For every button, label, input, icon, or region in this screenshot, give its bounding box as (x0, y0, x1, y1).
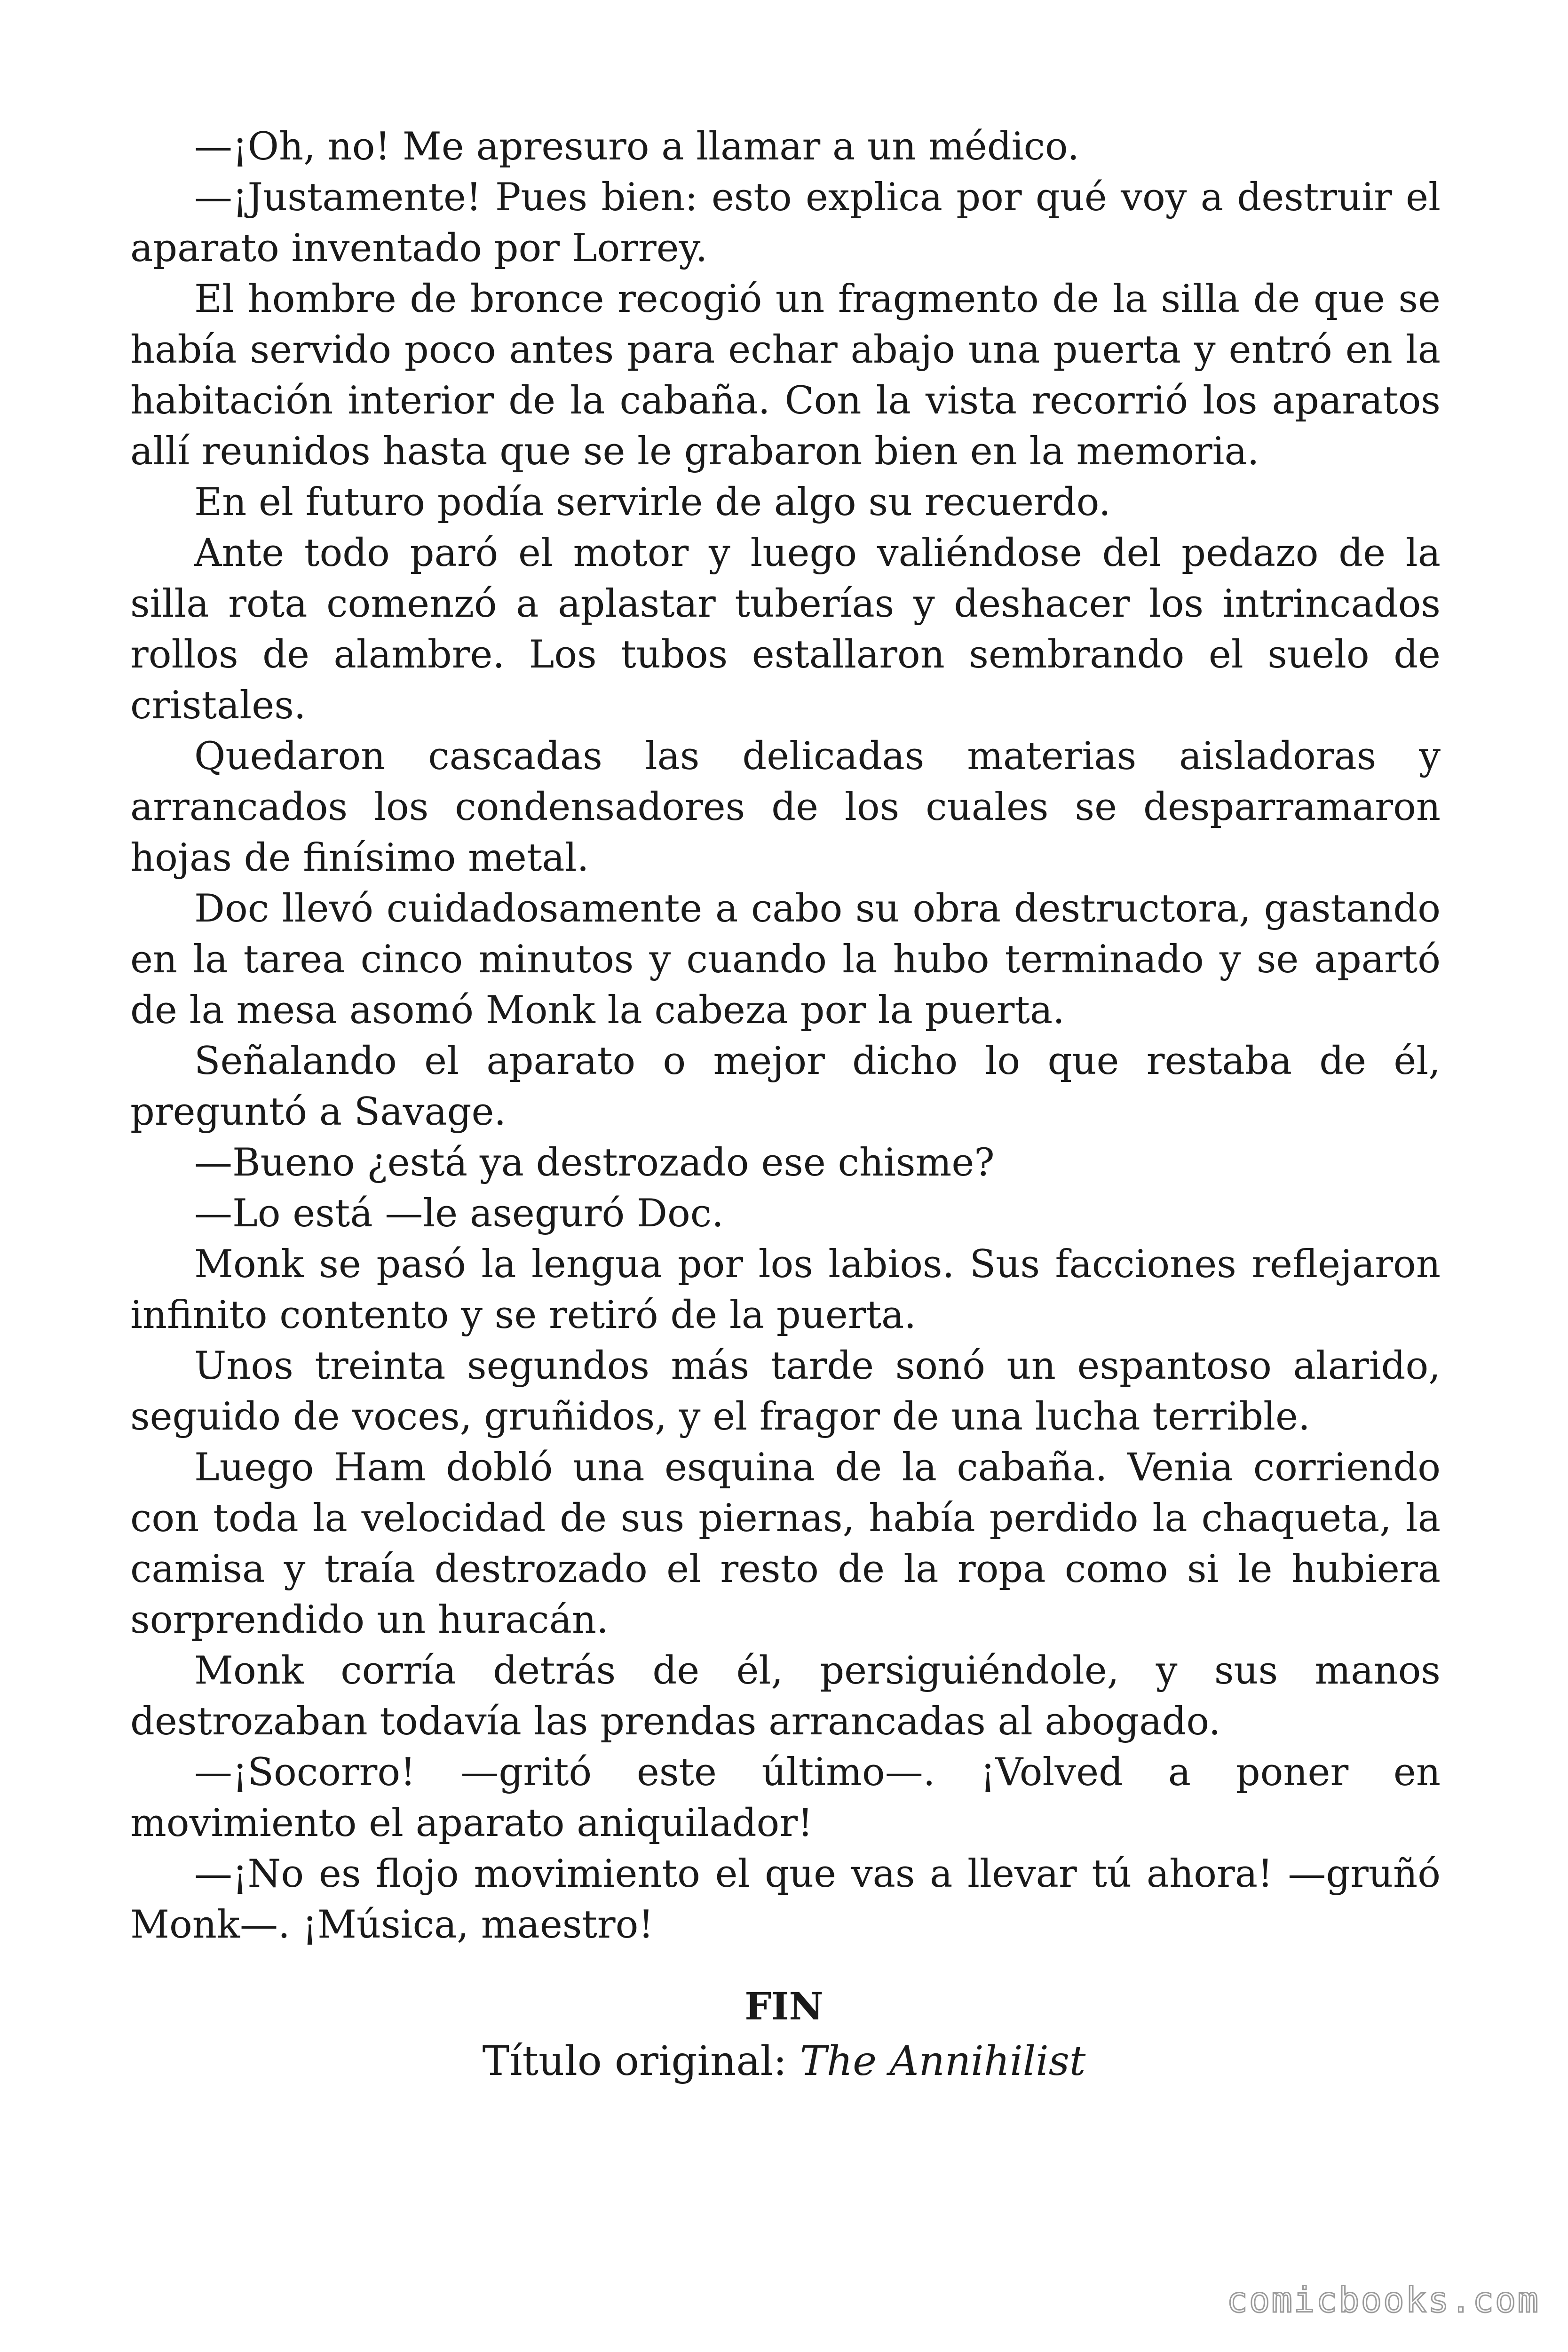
paragraph: Unos treinta segundos más tarde sonó un espantoso alarido, seguido de voces, gruñidos, y el fragor de una lucha terrible. (130, 1344, 1441, 1439)
paragraph: Quedaron cascadas las delicadas materias aisladoras y arrancados los condensadores de los cuales se desparramaron hojas de finísimo metal. (130, 734, 1441, 880)
fin-heading: FIN (744, 1984, 824, 2028)
paragraph: Monk se pasó la lengua por los labios. Sus facciones reflejaron infinito contento y se retiró de la puerta. (130, 1242, 1441, 1337)
paragraph: Señalando el aparato o mejor dicho lo que restaba de él, preguntó a Savage. (130, 1039, 1441, 1134)
paragraph: Luego Ham dobló una esquina de la cabaña. Venia corriendo con toda la velocidad de sus piernas, había perdido la chaqueta, la camisa y traía destrozado el resto de la ropa como si le hubiera sorprendido un huracán. (130, 1446, 1441, 1642)
paragraph: —Lo está —le aseguró Doc. (194, 1192, 724, 1236)
body-text (130, 121, 1441, 1950)
paragraph: —¡Justamente! Pues bien: esto explica por qué voy a destruir el aparato inventado por Lorrey. (130, 175, 1441, 270)
original-title-work: The Annihilist (800, 2038, 1086, 2085)
paragraph: —¡Oh, no! Me apresuro a llamar a un médico. (194, 125, 1080, 169)
paragraph: El hombre de bronce recogió un fragmento de la silla de que se había servido poco antes para echar abajo una puerta y entró en la habitación interior de la cabaña. Con la vista recorrió los aparatos allí reunidos hasta que se le grabaron bien en la memoria. (130, 277, 1441, 474)
paragraph: —Bueno ¿está ya destrozado ese chisme? (194, 1141, 995, 1185)
paragraph: Monk corría detrás de él, persiguiéndole, y sus manos destrozaban todavía las prendas arrancadas al abogado. (130, 1649, 1441, 1744)
watermark: comicbooks.com (1227, 2280, 1540, 2320)
original-title-label: Título original: (482, 2038, 800, 2085)
paragraph: Doc llevó cuidadosamente a cabo su obra destructora, gastando en la tarea cinco minutos y cuando la hubo terminado y se apartó de la mesa asomó Monk la cabeza por la puerta. (130, 887, 1441, 1033)
paragraph: Ante todo paró el motor y luego valiéndose del pedazo de la silla rota comenzó a aplastar tuberías y deshacer los intrincados rollos de alambre. Los tubos estallaron sembrando el suelo de cristales. (130, 531, 1441, 728)
paragraph: En el futuro podía servirle de algo su recuerdo. (194, 480, 1111, 524)
original-title-line (0, 2034, 1568, 2089)
paragraph: —¡Socorro! —gritó este último—. ¡Volved a poner en movimiento el aparato aniquilador! (130, 1750, 1441, 1845)
paragraph: —¡No es flojo movimiento el que vas a llevar tú ahora! —gruñó Monk—. ¡Música, maestro! (130, 1852, 1441, 1947)
